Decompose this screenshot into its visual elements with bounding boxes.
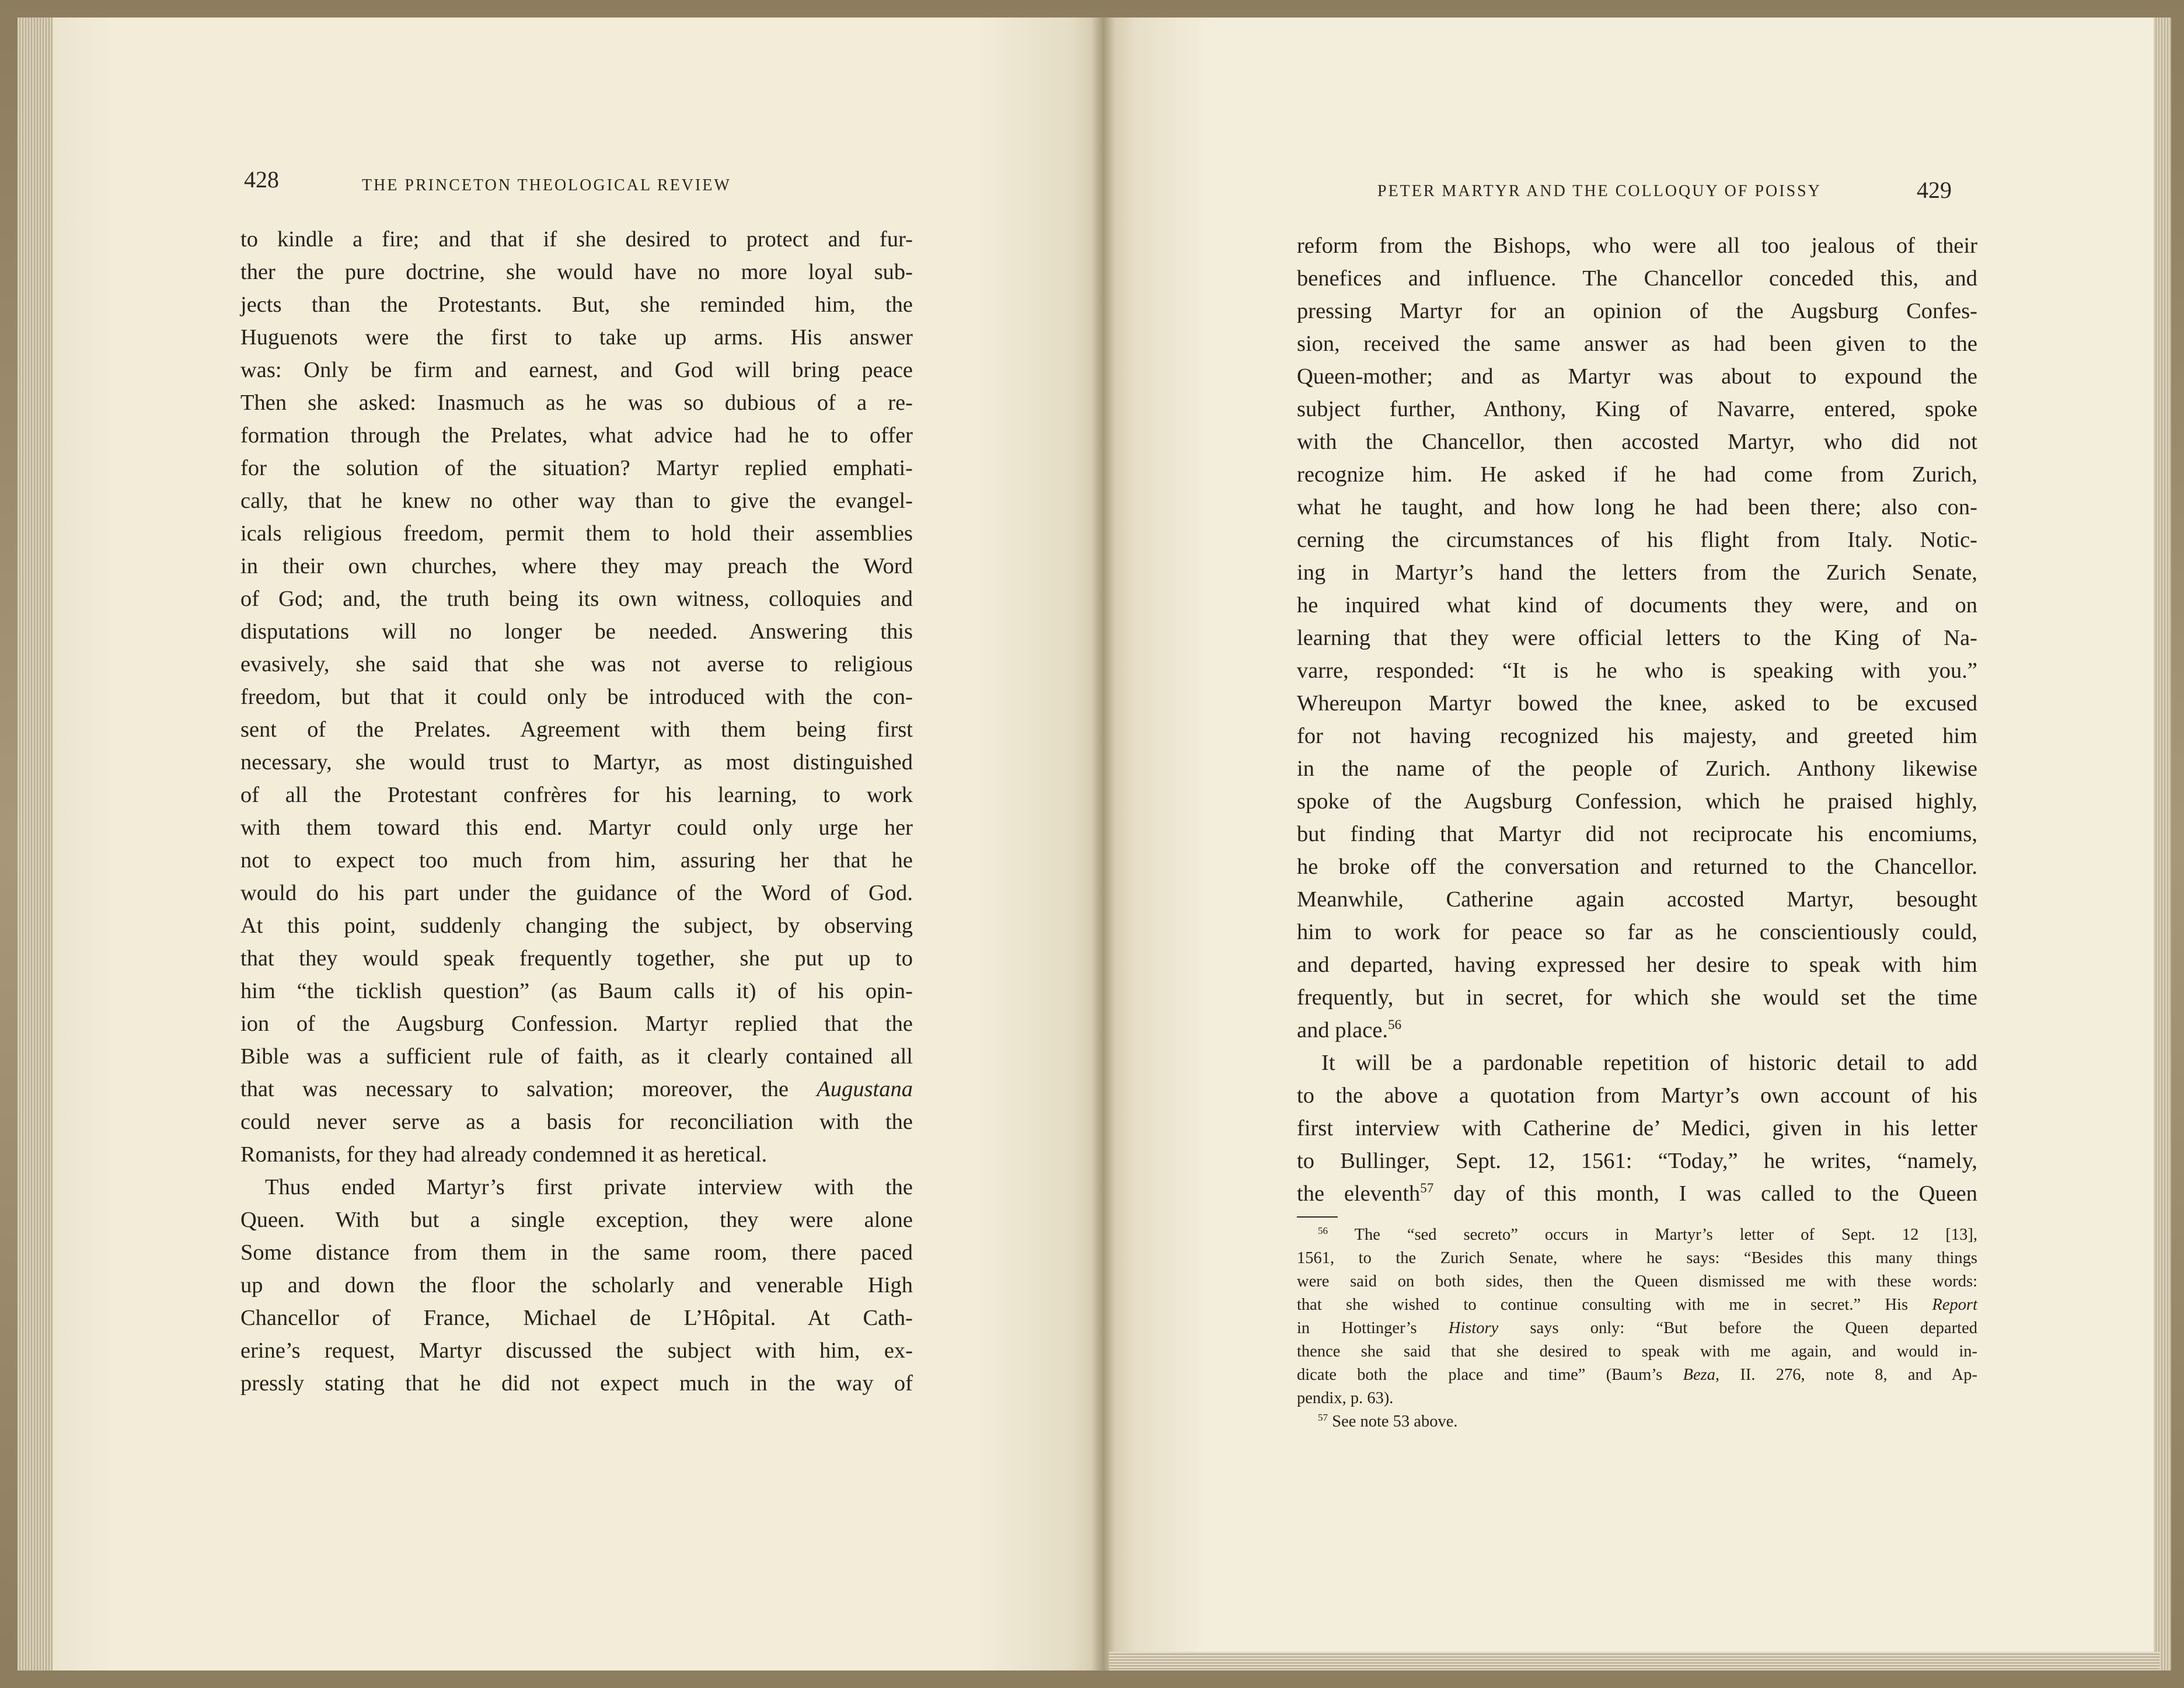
text-line: sent of the Prelates. Agreement with them being first <box>240 717 913 742</box>
text-line: first interview with Catherine de’ Medici, given in his letter <box>1297 1116 1977 1141</box>
page-stack-right-edge <box>2154 18 2171 1670</box>
text-line: he inquired what kind of documents they were, and on <box>1297 593 1977 618</box>
text-line: up and down the floor the scholarly and venerable High <box>240 1273 913 1298</box>
text-line: varre, responded: “It is he who is speaking with you.” <box>1297 658 1977 683</box>
text-line: he broke off the conversation and returned to the Chancellor. <box>1297 855 1977 879</box>
text-line-with-note-56 <box>1297 1014 1977 1047</box>
text-line: necessary, she would trust to Martyr, as most distinguished <box>240 750 913 775</box>
left-page-body <box>240 223 913 1400</box>
footnote-text: See note 53 above. <box>1332 1413 1458 1431</box>
text-line: ion of the Augsburg Confession. Martyr replied that the <box>240 1012 913 1036</box>
text-line: subject further, Anthony, King of Navarre, entered, spoke <box>1297 397 1977 421</box>
footnote-marker-56: 56 <box>1318 1225 1328 1236</box>
text-line: pressly stating that he did not expect much in the way of <box>240 1371 913 1396</box>
text-line: learning that they were official letters to the King of Na- <box>1297 626 1977 650</box>
text-line-with-note-57 <box>1297 1177 1977 1210</box>
text-line: to kindle a fire; and that if she desired to protect and fur- <box>240 227 913 252</box>
text-line: At this point, suddenly changing the subject, by observing <box>240 913 913 938</box>
text-line: sion, received the same answer as had been given to the <box>1297 332 1977 356</box>
text-line: of all the Protestant confrères for his learning, to work <box>240 783 913 807</box>
text-line: Queen-mother; and as Martyr was about to expound the <box>1297 364 1977 389</box>
text-line: would do his part under the guidance of the Word of God. <box>240 881 913 905</box>
text-line: Then she asked: Inasmuch as he was so dubious of a re- <box>240 390 913 415</box>
page-stack-bottom-edge <box>1109 1652 2159 1670</box>
text-line: Huguenots were the first to take up arms. His answer <box>240 325 913 350</box>
text-line: to the above a quotation from Martyr’s own account of his <box>1297 1083 1977 1108</box>
footnote-line: thence she said that she desired to speak with me again, and would in- <box>1297 1342 1977 1361</box>
footnote-text: The “sed secreto” occurs in Martyr’s letter of Sept. 12 [13], <box>1354 1226 1977 1244</box>
text-line: icals religious freedom, permit them to hold their assemblies <box>240 521 913 546</box>
text-line: him “the ticklish question” (as Baum calls it) of his opin- <box>240 979 913 1003</box>
text-line: not to expect too much from him, assuring her that he <box>240 848 913 873</box>
footnote-56-line <box>1297 1223 1977 1247</box>
text-line: in the name of the people of Zurich. Anthony likewise <box>1297 756 1977 781</box>
footnote-line: pendix, p. 63). <box>1297 1389 1394 1407</box>
right-page-number: 429 <box>1917 177 1952 203</box>
text-line: and departed, having expressed her desire to speak with him <box>1297 953 1977 977</box>
text-line: but finding that Martyr did not reciprocate his encomiums, <box>1297 822 1977 846</box>
text-line: erine’s request, Martyr discussed the subject with him, ex- <box>240 1338 913 1363</box>
text-line: Thus ended Martyr’s first private interview with the <box>265 1175 913 1199</box>
text-line: It will be a pardonable repetition of historic detail to add <box>1321 1051 1977 1075</box>
text-line: evasively, she said that she was not averse to religious <box>240 652 913 676</box>
text-line: Chancellor of France, Michael de L’Hôpital. At Cath- <box>240 1306 913 1330</box>
text-line: Queen. With but a single exception, they were alone <box>240 1208 913 1232</box>
footnote-ref-56: 56 <box>1388 1017 1402 1033</box>
text-line: cerning the circumstances of his flight from Italy. Notic- <box>1297 528 1977 552</box>
text-line: Whereupon Martyr bowed the knee, asked to be excused <box>1297 691 1977 716</box>
left-running-head: THE PRINCETON THEOLOGICAL REVIEW <box>362 176 731 194</box>
text-line: benefices and influence. The Chancellor conceded this, and <box>1297 266 1977 291</box>
text-line: pressing Martyr for an opinion of the Augsburg Confes- <box>1297 299 1977 323</box>
footnote-rule <box>1297 1216 1338 1218</box>
text-line: Some distance from them in the same room, there paced <box>240 1240 913 1265</box>
text-line: frequently, but in secret, for which she would set the time <box>1297 985 1977 1010</box>
footnote-ref-57: 57 <box>1420 1180 1434 1196</box>
text-line: could never serve as a basis for reconciliation with the <box>240 1110 913 1134</box>
text-line: disputations will no longer be needed. Answering this <box>240 619 913 644</box>
text-line: Meanwhile, Catherine again accosted Martyr, besought <box>1297 887 1977 912</box>
text-line: Bible was a sufficient rule of faith, as it clearly contained all <box>240 1044 913 1069</box>
text-fragment: and place. <box>1297 1018 1388 1042</box>
page-stack-left-edge <box>18 18 53 1670</box>
text-line: reform from the Bishops, who were all too jealous of their <box>1297 233 1977 258</box>
text-line: jects than the Protestants. But, she reminded him, the <box>240 292 913 317</box>
footnote-line-beza: dicate both the place and time” (Baum’s Beza, II. 276, note 8, and Ap- <box>1297 1366 1978 1384</box>
text-fragment: day of this month, I was called to the Queen <box>1453 1181 1977 1206</box>
text-line: ther the pure doctrine, she would have no more loyal sub- <box>240 260 913 284</box>
text-line: freedom, but that it could only be introduced with the con- <box>240 685 913 709</box>
text-line: that they would speak frequently together, she put up to <box>240 946 913 971</box>
text-line: recognize him. He asked if he had come from Zurich, <box>1297 462 1977 487</box>
footnote-line-history: in Hottinger’s History says only: “But before the Queen departed <box>1297 1319 1977 1337</box>
text-line: to Bullinger, Sept. 12, 1561: “Today,” he writes, “namely, <box>1297 1149 1977 1173</box>
text-line: what he taught, and how long he had been there; also con- <box>1297 495 1977 519</box>
text-fragment: the eleventh <box>1297 1181 1421 1206</box>
text-line: with the Chancellor, then accosted Martyr, who did not <box>1297 430 1977 454</box>
footnote-line: 1561, to the Zurich Senate, where he says: “Besides this many things <box>1297 1249 1977 1267</box>
footnote-57-line <box>1297 1410 1977 1434</box>
text-line: for not having recognized his majesty, and greeted him <box>1297 724 1977 748</box>
text-line-augustana: that was necessary to salvation; moreover, the Augustana <box>240 1077 913 1101</box>
footnote-line-report: that she wished to continue consulting with me in secret.” His Report <box>1297 1296 1977 1314</box>
text-line: Romanists, for they had already condemned it as heretical. <box>240 1142 767 1167</box>
footnote-line: were said on both sides, then the Queen dismissed me with these words: <box>1297 1272 1977 1291</box>
text-line: formation through the Prelates, what advice had he to offer <box>240 423 913 448</box>
text-line: of God; and, the truth being its own witness, colloquies and <box>240 587 913 611</box>
book-gutter <box>1091 18 1115 1670</box>
right-page-body <box>1297 229 1977 1210</box>
text-line: for the solution of the situation? Martyr replied emphati- <box>240 456 913 480</box>
text-line: was: Only be firm and earnest, and God will bring peace <box>240 358 913 382</box>
text-line: spoke of the Augsburg Confession, which he praised highly, <box>1297 789 1977 814</box>
left-page-number: 428 <box>244 166 279 193</box>
text-line: him to work for peace so far as he conscientiously could, <box>1297 920 1977 944</box>
text-line: cally, that he knew no other way than to give the evangel- <box>240 489 913 513</box>
footnotes <box>1297 1223 1977 1434</box>
right-running-head: PETER MARTYR AND THE COLLOQUY OF POISSY <box>1377 182 1822 200</box>
text-line: in their own churches, where they may preach the Word <box>240 554 913 578</box>
text-line: ing in Martyr’s hand the letters from the Zurich Senate, <box>1297 560 1977 585</box>
text-line: with them toward this end. Martyr could only urge her <box>240 815 913 840</box>
footnote-marker-57: 57 <box>1318 1411 1328 1423</box>
